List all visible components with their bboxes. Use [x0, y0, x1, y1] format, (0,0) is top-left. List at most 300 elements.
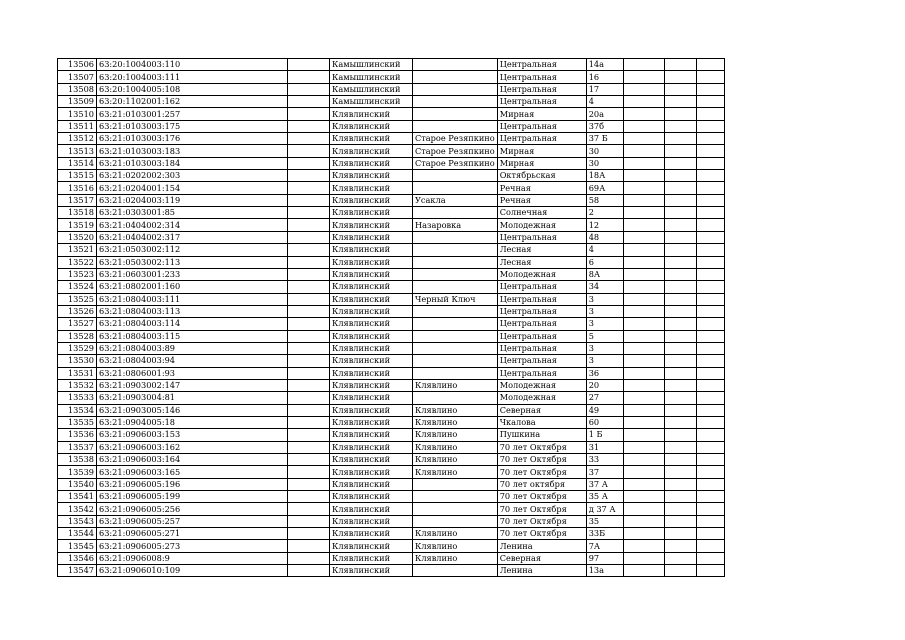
locality-cell	[413, 108, 498, 120]
district-cell: Клявлинский	[330, 404, 413, 416]
extra-col-2-cell	[664, 441, 696, 453]
extra-col-1-cell	[623, 256, 664, 268]
cadastral-number-cell: 63:21:0804003:89	[97, 342, 288, 354]
street-cell: Северная	[497, 552, 586, 564]
extra-col-1-cell	[623, 355, 664, 367]
table-row	[58, 281, 725, 293]
blank-col-cell	[288, 71, 330, 83]
extra-col-1-cell	[623, 565, 664, 577]
extra-col-2-cell	[664, 170, 696, 182]
locality-cell	[413, 231, 498, 243]
extra-col-1-cell	[623, 478, 664, 490]
extra-col-3-cell	[696, 133, 724, 145]
table-row	[58, 305, 725, 317]
house-number-cell: 14а	[586, 59, 623, 71]
row-number-cell: 13522	[58, 256, 97, 268]
street-cell: Мирная	[497, 145, 586, 157]
extra-col-1-cell	[623, 83, 664, 95]
district-cell: Камышлинский	[330, 83, 413, 95]
district-cell: Клявлинский	[330, 268, 413, 280]
house-number-cell: 69А	[586, 182, 623, 194]
cadastral-number-cell: 63:21:0202002:303	[97, 170, 288, 182]
row-number-cell: 13511	[58, 120, 97, 132]
row-number-cell: 13524	[58, 281, 97, 293]
extra-col-2-cell	[664, 318, 696, 330]
district-cell: Клявлинский	[330, 318, 413, 330]
extra-col-1-cell	[623, 491, 664, 503]
street-cell: Центральная	[497, 96, 586, 108]
locality-cell: Клявлино	[413, 540, 498, 552]
locality-cell: Клявлино	[413, 379, 498, 391]
locality-cell: Черный Ключ	[413, 293, 498, 305]
extra-col-2-cell	[664, 71, 696, 83]
table-row	[58, 392, 725, 404]
table-row	[58, 416, 725, 428]
district-cell: Клявлинский	[330, 219, 413, 231]
street-cell: Центральная	[497, 133, 586, 145]
house-number-cell: 20а	[586, 108, 623, 120]
row-number-cell: 13530	[58, 355, 97, 367]
extra-col-3-cell	[696, 219, 724, 231]
district-cell: Клявлинский	[330, 256, 413, 268]
street-cell: Центральная	[497, 231, 586, 243]
house-number-cell: 12	[586, 219, 623, 231]
row-number-cell: 13516	[58, 182, 97, 194]
cadastral-number-cell: 63:21:0906005:273	[97, 540, 288, 552]
cadastral-number-cell: 63:21:0804003:111	[97, 293, 288, 305]
extra-col-1-cell	[623, 133, 664, 145]
street-cell: 70 лет Октября	[497, 454, 586, 466]
house-number-cell: 31	[586, 441, 623, 453]
table-row	[58, 231, 725, 243]
extra-col-3-cell	[696, 59, 724, 71]
cadastral-number-cell: 63:21:0802001:160	[97, 281, 288, 293]
street-cell: Центральная	[497, 59, 586, 71]
row-number-cell: 13515	[58, 170, 97, 182]
locality-cell	[413, 503, 498, 515]
street-cell: 70 лет Октября	[497, 515, 586, 527]
cadastral-number-cell: 63:21:0303001:85	[97, 207, 288, 219]
table-row	[58, 491, 725, 503]
street-cell: Центральная	[497, 330, 586, 342]
district-cell: Клявлинский	[330, 244, 413, 256]
cadastral-number-cell: 63:20:1102001:162	[97, 96, 288, 108]
cadastral-number-cell: 63:21:0906003:164	[97, 454, 288, 466]
row-number-cell: 13533	[58, 392, 97, 404]
extra-col-3-cell	[696, 515, 724, 527]
blank-col-cell	[288, 120, 330, 132]
house-number-cell: 17	[586, 83, 623, 95]
extra-col-3-cell	[696, 207, 724, 219]
extra-col-2-cell	[664, 392, 696, 404]
extra-col-3-cell	[696, 244, 724, 256]
blank-col-cell	[288, 404, 330, 416]
district-cell: Клявлинский	[330, 429, 413, 441]
row-number-cell: 13537	[58, 441, 97, 453]
street-cell: 70 лет Октября	[497, 528, 586, 540]
extra-col-2-cell	[664, 194, 696, 206]
street-cell: Молодежная	[497, 268, 586, 280]
extra-col-3-cell	[696, 96, 724, 108]
blank-col-cell	[288, 219, 330, 231]
locality-cell	[413, 318, 498, 330]
district-cell: Клявлинский	[330, 466, 413, 478]
table-row	[58, 367, 725, 379]
street-cell: 70 лет Октября	[497, 466, 586, 478]
row-number-cell: 13540	[58, 478, 97, 490]
street-cell: Солнечная	[497, 207, 586, 219]
locality-cell	[413, 342, 498, 354]
extra-col-2-cell	[664, 59, 696, 71]
document-sheet	[57, 58, 725, 577]
street-cell: Мирная	[497, 157, 586, 169]
locality-cell: Клявлино	[413, 416, 498, 428]
house-number-cell: 27	[586, 392, 623, 404]
extra-col-1-cell	[623, 59, 664, 71]
cadastral-number-cell: 63:21:0903002:147	[97, 379, 288, 391]
row-number-cell: 13517	[58, 194, 97, 206]
table-row	[58, 565, 725, 577]
locality-cell	[413, 367, 498, 379]
extra-col-1-cell	[623, 145, 664, 157]
extra-col-3-cell	[696, 268, 724, 280]
locality-cell: Клявлино	[413, 552, 498, 564]
extra-col-2-cell	[664, 83, 696, 95]
street-cell: Ленина	[497, 565, 586, 577]
house-number-cell: 3	[586, 318, 623, 330]
table-row	[58, 194, 725, 206]
extra-col-2-cell	[664, 503, 696, 515]
row-number-cell: 13520	[58, 231, 97, 243]
extra-col-3-cell	[696, 120, 724, 132]
blank-col-cell	[288, 552, 330, 564]
cadastral-number-cell: 63:21:0204003:119	[97, 194, 288, 206]
district-cell: Клявлинский	[330, 416, 413, 428]
table-row	[58, 466, 725, 478]
extra-col-3-cell	[696, 503, 724, 515]
blank-col-cell	[288, 281, 330, 293]
row-number-cell: 13544	[58, 528, 97, 540]
table-row	[58, 355, 725, 367]
house-number-cell: 30	[586, 145, 623, 157]
extra-col-1-cell	[623, 268, 664, 280]
cadastral-number-cell: 63:21:0906005:271	[97, 528, 288, 540]
district-cell: Клявлинский	[330, 170, 413, 182]
blank-col-cell	[288, 133, 330, 145]
row-number-cell: 13507	[58, 71, 97, 83]
table-row	[58, 120, 725, 132]
row-number-cell: 13541	[58, 491, 97, 503]
blank-col-cell	[288, 441, 330, 453]
cadastral-number-cell: 63:21:0904005:18	[97, 416, 288, 428]
row-number-cell: 13518	[58, 207, 97, 219]
blank-col-cell	[288, 318, 330, 330]
locality-cell	[413, 71, 498, 83]
extra-col-1-cell	[623, 540, 664, 552]
locality-cell: Клявлино	[413, 429, 498, 441]
table-row	[58, 83, 725, 95]
district-cell: Клявлинский	[330, 182, 413, 194]
locality-cell	[413, 120, 498, 132]
blank-col-cell	[288, 355, 330, 367]
cadastral-number-cell: 63:21:0906005:256	[97, 503, 288, 515]
cadastral-number-cell: 63:21:0103003:176	[97, 133, 288, 145]
blank-col-cell	[288, 170, 330, 182]
blank-col-cell	[288, 454, 330, 466]
district-cell: Клявлинский	[330, 207, 413, 219]
house-number-cell: 4	[586, 96, 623, 108]
locality-cell	[413, 59, 498, 71]
cadastral-number-cell: 63:21:0804003:113	[97, 305, 288, 317]
district-cell: Клявлинский	[330, 342, 413, 354]
table-row	[58, 59, 725, 71]
blank-col-cell	[288, 392, 330, 404]
row-number-cell: 13519	[58, 219, 97, 231]
extra-col-3-cell	[696, 416, 724, 428]
table-row	[58, 207, 725, 219]
cadastral-number-cell: 63:21:0804003:94	[97, 355, 288, 367]
extra-col-2-cell	[664, 404, 696, 416]
table-row	[58, 182, 725, 194]
district-cell: Клявлинский	[330, 145, 413, 157]
extra-col-3-cell	[696, 552, 724, 564]
extra-col-1-cell	[623, 379, 664, 391]
extra-col-3-cell	[696, 429, 724, 441]
table-row	[58, 108, 725, 120]
cadastral-number-cell: 63:21:0906010:109	[97, 565, 288, 577]
district-cell: Клявлинский	[330, 540, 413, 552]
extra-col-1-cell	[623, 552, 664, 564]
table-row	[58, 293, 725, 305]
table-row	[58, 244, 725, 256]
extra-col-1-cell	[623, 441, 664, 453]
cadastral-number-cell: 63:21:0906008:9	[97, 552, 288, 564]
table-row	[58, 268, 725, 280]
house-number-cell: 18А	[586, 170, 623, 182]
extra-col-2-cell	[664, 478, 696, 490]
locality-cell	[413, 305, 498, 317]
locality-cell	[413, 268, 498, 280]
row-number-cell: 13535	[58, 416, 97, 428]
blank-col-cell	[288, 182, 330, 194]
blank-col-cell	[288, 540, 330, 552]
table-row	[58, 404, 725, 416]
row-number-cell: 13538	[58, 454, 97, 466]
extra-col-3-cell	[696, 392, 724, 404]
extra-col-2-cell	[664, 515, 696, 527]
district-cell: Клявлинский	[330, 330, 413, 342]
blank-col-cell	[288, 416, 330, 428]
table-row	[58, 429, 725, 441]
row-number-cell: 13528	[58, 330, 97, 342]
blank-col-cell	[288, 268, 330, 280]
extra-col-1-cell	[623, 466, 664, 478]
district-cell: Клявлинский	[330, 565, 413, 577]
extra-col-3-cell	[696, 441, 724, 453]
extra-col-1-cell	[623, 454, 664, 466]
blank-col-cell	[288, 108, 330, 120]
street-cell: Центральная	[497, 83, 586, 95]
house-number-cell: 16	[586, 71, 623, 83]
street-cell: Центральная	[497, 293, 586, 305]
extra-col-2-cell	[664, 133, 696, 145]
extra-col-2-cell	[664, 565, 696, 577]
house-number-cell: 6	[586, 256, 623, 268]
table-row	[58, 145, 725, 157]
district-cell: Клявлинский	[330, 133, 413, 145]
extra-col-2-cell	[664, 379, 696, 391]
extra-col-3-cell	[696, 318, 724, 330]
extra-col-2-cell	[664, 293, 696, 305]
cadastral-number-cell: 63:21:0103003:175	[97, 120, 288, 132]
row-number-cell: 13513	[58, 145, 97, 157]
row-number-cell: 13512	[58, 133, 97, 145]
cadastral-number-cell: 63:21:0404002:317	[97, 231, 288, 243]
blank-col-cell	[288, 145, 330, 157]
street-cell: Центральная	[497, 355, 586, 367]
extra-col-2-cell	[664, 219, 696, 231]
street-cell: Молодежная	[497, 392, 586, 404]
blank-col-cell	[288, 466, 330, 478]
extra-col-2-cell	[664, 330, 696, 342]
extra-col-1-cell	[623, 157, 664, 169]
row-number-cell: 13510	[58, 108, 97, 120]
house-number-cell: 2	[586, 207, 623, 219]
locality-cell: Клявлино	[413, 441, 498, 453]
extra-col-1-cell	[623, 231, 664, 243]
extra-col-2-cell	[664, 182, 696, 194]
table-row	[58, 503, 725, 515]
row-number-cell: 13539	[58, 466, 97, 478]
locality-cell: Клявлино	[413, 404, 498, 416]
extra-col-1-cell	[623, 528, 664, 540]
row-number-cell: 13508	[58, 83, 97, 95]
locality-cell	[413, 565, 498, 577]
cadastral-number-cell: 63:20:1004005:108	[97, 83, 288, 95]
extra-col-2-cell	[664, 256, 696, 268]
extra-col-2-cell	[664, 108, 696, 120]
property-table	[57, 58, 725, 577]
street-cell: Центральная	[497, 318, 586, 330]
table-row	[58, 478, 725, 490]
table-row	[58, 540, 725, 552]
street-cell: Центральная	[497, 305, 586, 317]
row-number-cell: 13525	[58, 293, 97, 305]
house-number-cell: 3	[586, 293, 623, 305]
row-number-cell: 13509	[58, 96, 97, 108]
blank-col-cell	[288, 231, 330, 243]
house-number-cell: 48	[586, 231, 623, 243]
row-number-cell: 13545	[58, 540, 97, 552]
blank-col-cell	[288, 379, 330, 391]
locality-cell	[413, 256, 498, 268]
locality-cell: Старое Резяпкино	[413, 157, 498, 169]
row-number-cell: 13532	[58, 379, 97, 391]
extra-col-2-cell	[664, 528, 696, 540]
street-cell: Чкалова	[497, 416, 586, 428]
extra-col-2-cell	[664, 416, 696, 428]
cadastral-number-cell: 63:21:0103001:257	[97, 108, 288, 120]
extra-col-3-cell	[696, 355, 724, 367]
extra-col-3-cell	[696, 145, 724, 157]
table-row	[58, 330, 725, 342]
cadastral-number-cell: 63:21:0804003:115	[97, 330, 288, 342]
extra-col-3-cell	[696, 379, 724, 391]
district-cell: Клявлинский	[330, 157, 413, 169]
locality-cell: Усакла	[413, 194, 498, 206]
house-number-cell: 13а	[586, 565, 623, 577]
extra-col-3-cell	[696, 281, 724, 293]
house-number-cell: 5	[586, 330, 623, 342]
extra-col-1-cell	[623, 194, 664, 206]
cadastral-number-cell: 63:21:0603001:233	[97, 268, 288, 280]
row-number-cell: 13526	[58, 305, 97, 317]
table-row	[58, 454, 725, 466]
row-number-cell: 13521	[58, 244, 97, 256]
table-row	[58, 256, 725, 268]
house-number-cell: 37	[586, 466, 623, 478]
extra-col-1-cell	[623, 330, 664, 342]
extra-col-3-cell	[696, 330, 724, 342]
street-cell: 70 лет Октября	[497, 491, 586, 503]
extra-col-2-cell	[664, 355, 696, 367]
cadastral-number-cell: 63:20:1004003:110	[97, 59, 288, 71]
locality-cell	[413, 281, 498, 293]
house-number-cell: 20	[586, 379, 623, 391]
locality-cell	[413, 170, 498, 182]
locality-cell	[413, 83, 498, 95]
house-number-cell: 37 А	[586, 478, 623, 490]
blank-col-cell	[288, 429, 330, 441]
house-number-cell: 3	[586, 355, 623, 367]
street-cell: 70 лет Октября	[497, 441, 586, 453]
row-number-cell: 13546	[58, 552, 97, 564]
table-row	[58, 170, 725, 182]
blank-col-cell	[288, 244, 330, 256]
extra-col-2-cell	[664, 281, 696, 293]
cadastral-number-cell: 63:21:0103003:184	[97, 157, 288, 169]
extra-col-1-cell	[623, 96, 664, 108]
row-number-cell: 13506	[58, 59, 97, 71]
house-number-cell: 3	[586, 342, 623, 354]
house-number-cell: 7А	[586, 540, 623, 552]
street-cell: Октябрьская	[497, 170, 586, 182]
street-cell: Ленина	[497, 540, 586, 552]
extra-col-3-cell	[696, 454, 724, 466]
extra-col-3-cell	[696, 478, 724, 490]
extra-col-1-cell	[623, 305, 664, 317]
extra-col-3-cell	[696, 491, 724, 503]
extra-col-3-cell	[696, 528, 724, 540]
extra-col-3-cell	[696, 342, 724, 354]
locality-cell: Назаровка	[413, 219, 498, 231]
extra-col-1-cell	[623, 503, 664, 515]
extra-col-1-cell	[623, 182, 664, 194]
house-number-cell: 4	[586, 244, 623, 256]
locality-cell	[413, 392, 498, 404]
extra-col-2-cell	[664, 96, 696, 108]
house-number-cell: 1 Б	[586, 429, 623, 441]
district-cell: Клявлинский	[330, 503, 413, 515]
locality-cell: Клявлино	[413, 466, 498, 478]
cadastral-number-cell: 63:21:0806001:93	[97, 367, 288, 379]
row-number-cell: 13542	[58, 503, 97, 515]
cadastral-number-cell: 63:21:0903004:81	[97, 392, 288, 404]
cadastral-number-cell: 63:21:0906003:153	[97, 429, 288, 441]
extra-col-3-cell	[696, 108, 724, 120]
blank-col-cell	[288, 83, 330, 95]
extra-col-3-cell	[696, 540, 724, 552]
